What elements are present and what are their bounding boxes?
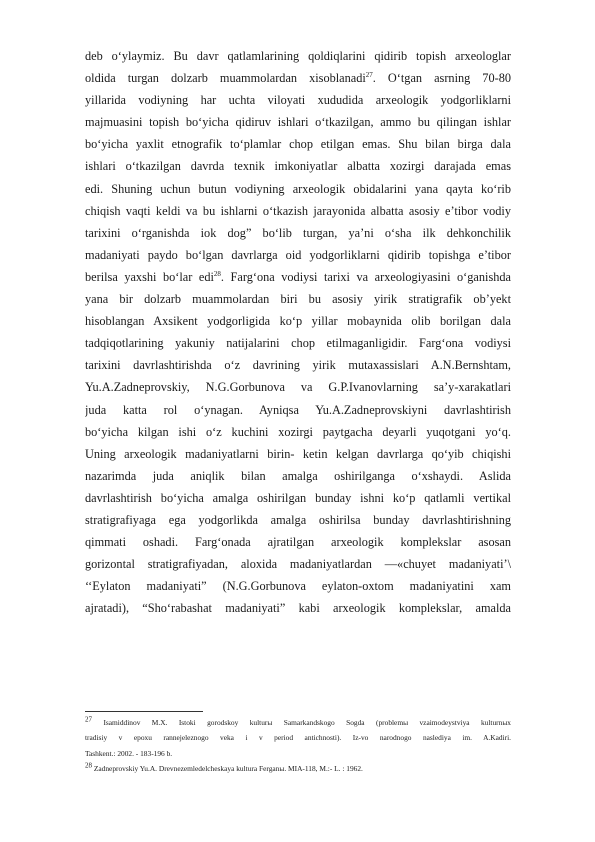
footnote-divider <box>85 711 203 712</box>
footnote-number: 27 <box>85 715 92 724</box>
text-line: tarixini o‘rganishda iok dog” bo‘lib turgan, ya’ni o‘sha ilk dehkonchilik <box>85 225 511 240</box>
text-line: stratigrafiyaga ega yodgorlikda amalga oshirilsa bunday davrlashtirishning <box>85 512 511 527</box>
body-text <box>85 45 511 619</box>
text-segment: . Farg‘ona vodiysi tarixi va arxeologiyasini o‘ganishda <box>220 269 511 284</box>
footnote-line: Tashkent.: 2002. - 183-196 b. <box>85 748 173 758</box>
footnote-line <box>85 715 511 730</box>
text-line: ishlari o‘tkazilgan davrda texnik imkoniyatlar albatta xozirgi darajada emas <box>85 159 511 174</box>
text-line: madaniyati paydo bo‘lgan davrlarga oid yodgorliklarni qidirib topishga e’tibor <box>85 247 511 262</box>
footnote-ref[interactable]: 27 <box>365 71 373 79</box>
text-line <box>85 266 511 288</box>
footnote-text: Zadneprovskiy Yu.A. Drevnezemledelcheskaya kultura Ferganы. MIA-118, M.:- L. : 1962. <box>93 764 363 774</box>
text-line: bo‘yicha yaxlit etnografik to‘plamlar chop etilgan emas. Shu bilan birga dala <box>85 137 511 152</box>
text-segment: oldida turgan dolzarb muammolardan xisoblanadi <box>85 71 366 86</box>
text-line: ‘‘Eylaton madaniyati” (N.G.Gorbunova eylaton-oxtom madaniyatini xam <box>85 579 511 594</box>
text-line: qimmati oshadi. Farg‘onada ajratilgan arxeologik komplekslar asosan <box>85 535 511 550</box>
text-line: juda katta rol o‘ynagan. Ayniqsa Yu.A.Zadneprovskiyni davrlashtirish <box>85 402 511 417</box>
footnote-number: 28 <box>85 761 92 770</box>
text-segment: . O‘tgan asrning 70-80 <box>372 71 511 86</box>
text-line: deb o‘ylaymiz. Bu davr qatlamlarining qoldiqlarini qidirib topish arxeologlar <box>85 49 511 63</box>
text-line: davrlashtirish bo‘yicha amalga oshirilgan bunday ishni ko‘p qatlamli vertikal <box>85 490 511 505</box>
text-line <box>85 67 511 89</box>
footnote-ref[interactable]: 28 <box>213 269 221 278</box>
footnote-line <box>85 761 511 776</box>
text-line: bo‘yicha kilgan ishi o‘z kuchini xozirgi paytgacha deyarli yuqotgani yo‘q. <box>85 424 511 439</box>
text-line: ajratadi), “Sho‘rabashat madaniyati” kabi arxeologik komplekslar, amalda <box>85 601 511 616</box>
text-line: Uning arxeologik madaniyatlarni birin- ketin kelgan davrlarga qo‘yib chiqishi <box>85 446 511 461</box>
footnote-text: Isamiddinov M.X. Istoki gorodskoy kulturы Samarkandskogo Sogda (problemы vzaimodeystviya kulturnых <box>103 718 511 727</box>
text-line: tarixini davrlashtirishda o‘z davrining yirik mutaxassislari A.N.Bernshtam, <box>85 358 511 373</box>
text-line: tadqiqotlarining yakuniy natijalarini chop etilmaganligidir. Farg‘ona vodiysi <box>85 336 511 351</box>
text-segment: berilsa yaxshi bo‘lar edi <box>85 269 214 284</box>
text-line: majmuasini topish bo‘yicha qidiruv ishlari o‘tkazilgan, ammo bu qilingan ishlar <box>85 115 511 130</box>
text-line: chiqish vaqti keldi va bu ishlarni o‘tkazish jarayonida albatta asosiy e’tibor vodiy <box>85 203 511 218</box>
text-line: nazarimda juda aniqlik bilan amalga oshirilganga o‘xshaydi. Aslida <box>85 468 511 483</box>
text-line: gorizontal stratigrafiyadan, aloxida madaniyatlardan —«chuyet madaniyati’\ <box>85 557 511 572</box>
text-line: hisoblangan Axsikent yodgorligida ko‘p yillar mobaynida olib borilgan dala <box>85 314 511 329</box>
text-line: yana bir dolzarb muammolardan biri bu asosiy yirik stratigrafik ob’yekt <box>85 292 511 307</box>
text-line: Yu.A.Zadneprovskiy, N.G.Gorbunova va G.P.Ivanovlarning sa’y-xarakatlari <box>85 380 511 395</box>
text-line: yillarida vodiyning har uchta viloyati xududida arxeologik yodgorliklarni <box>85 93 511 108</box>
footnotes <box>85 711 511 777</box>
footnote-line: tradisiy v epoxu rannejeleznogo veka i v period antichnosti). Iz-vo narodnogo naslediya im. A.Kadiri. <box>85 733 511 743</box>
text-line: edi. Shuning uchun butun vodiyning arxeologik obidalarini yana qayta ko‘rib <box>85 181 511 196</box>
